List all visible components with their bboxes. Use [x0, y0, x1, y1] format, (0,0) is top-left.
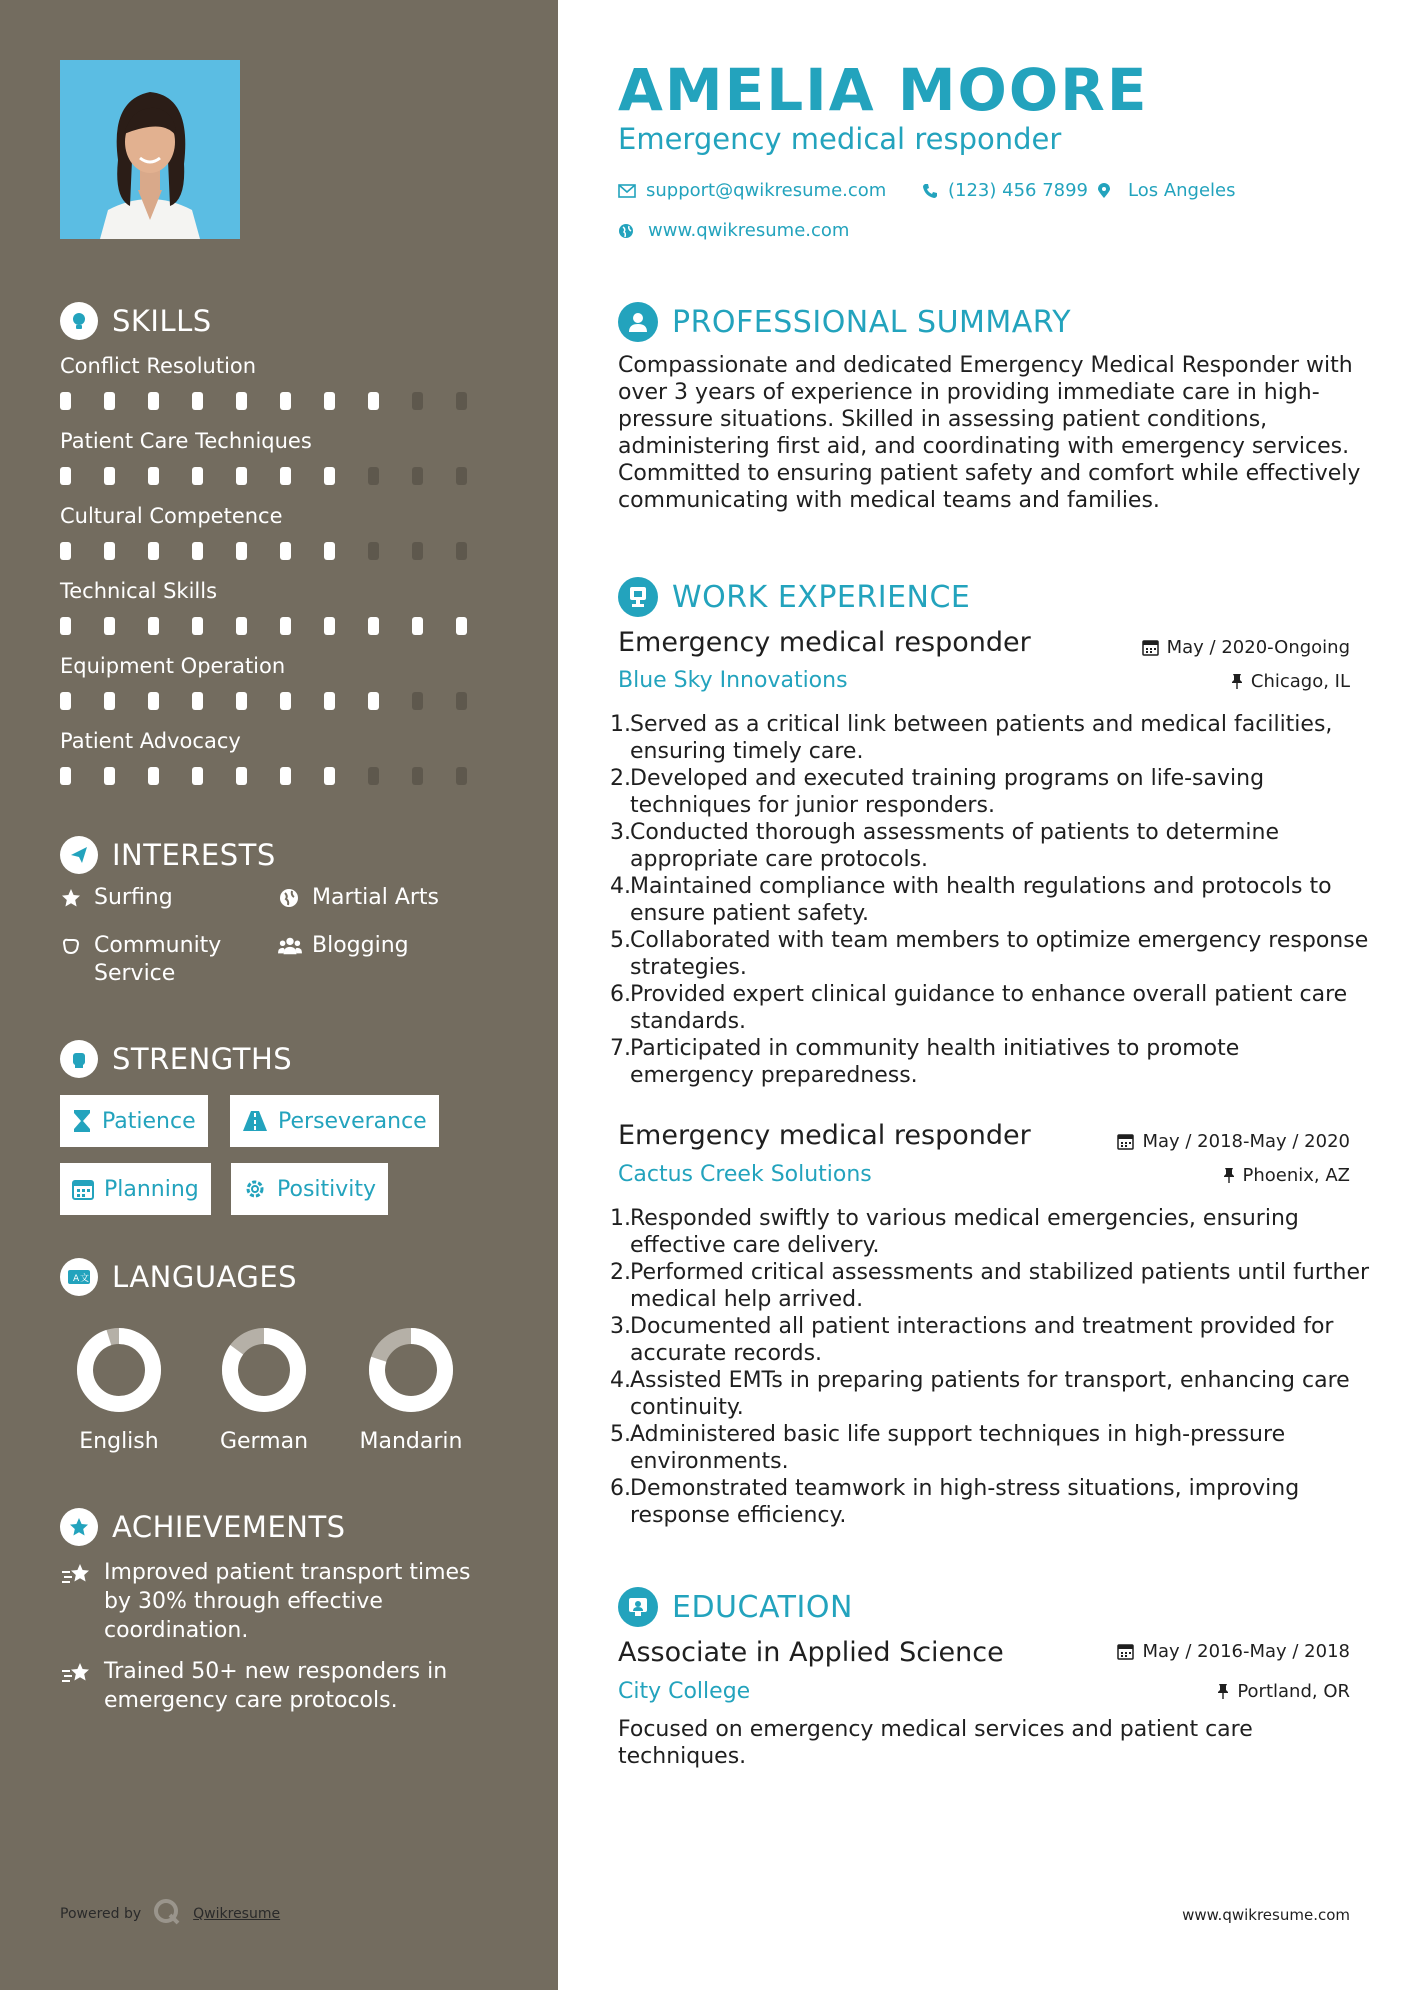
skills-heading [60, 302, 212, 340]
job-location [1231, 671, 1350, 692]
skill-dot [456, 692, 467, 710]
skill-dot [412, 617, 423, 635]
strength-label: Patience [102, 1108, 196, 1134]
list-item: 2. Performed critical assessments and stabilized patients until further medical help arrived. [610, 1260, 1370, 1312]
location-text: Los Angeles [1128, 180, 1236, 201]
skill-dot [368, 617, 379, 635]
contact-email[interactable] [618, 180, 886, 201]
job-dates-text: May / 2018-May / 2020 [1142, 1131, 1350, 1152]
website-text: www.qwikresume.com [648, 220, 850, 241]
skill-dot [412, 767, 423, 785]
education-location-text: Portland, OR [1237, 1681, 1350, 1702]
list-item: 7. Participated in community health initiatives to promote emergency preparedness. [610, 1036, 1240, 1088]
skill-dot [148, 542, 159, 560]
interests-title: INTERESTS [112, 838, 276, 872]
summary-text: Compassionate and dedicated Emergency Medical Responder with over 3 years of experience in providing immediate care in high-pressure situations. Skilled in assessing patient conditions, administering first aid, and coordinating with emergency services. Committed to ensuring patient safety and comfort while effectively communicating with medical teams and families. [618, 353, 1361, 513]
skill-item [60, 352, 500, 410]
skill-dot [192, 767, 203, 785]
school-name: City College [618, 1679, 751, 1704]
skill-dot [368, 692, 379, 710]
skill-dot [280, 392, 291, 410]
profile-photo [60, 60, 240, 239]
hand-icon [60, 932, 84, 960]
strength-tag [231, 1163, 388, 1215]
job-dates [1142, 637, 1350, 658]
skill-dot [280, 767, 291, 785]
education-dates-text: May / 2016-May / 2018 [1142, 1641, 1350, 1662]
language-level-ring [74, 1325, 164, 1415]
skill-dot [412, 692, 423, 710]
strengths-title: STRENGTHS [112, 1042, 293, 1076]
candidate-name: AMELIA MOORE [618, 56, 1149, 124]
gear-icon [243, 1177, 267, 1201]
skill-dot [456, 542, 467, 560]
svg-text:文: 文 [80, 1274, 90, 1284]
skill-dot [280, 692, 291, 710]
skill-dot [456, 467, 467, 485]
skill-dot [368, 467, 379, 485]
skill-dot [104, 617, 115, 635]
skill-dot [104, 467, 115, 485]
education-dates [1117, 1641, 1350, 1662]
user-icon [618, 302, 658, 342]
skill-dot [456, 767, 467, 785]
summary-heading [618, 302, 1071, 342]
skill-dot [368, 542, 379, 560]
language-label: Mandarin [359, 1429, 463, 1454]
skill-dot [60, 767, 71, 785]
company-name: Blue Sky Innovations [618, 668, 848, 693]
shooting-star-icon [60, 1657, 94, 1685]
list-item: 4. Maintained compliance with health regulations and protocols to ensure patient safety. [610, 874, 1332, 926]
skill-label: Patient Care Techniques [60, 429, 312, 453]
skill-dot [280, 542, 291, 560]
skill-dot [148, 692, 159, 710]
job-title: Emergency medical responder [618, 1120, 1031, 1151]
skill-dot [192, 467, 203, 485]
skill-dot [104, 542, 115, 560]
list-item: 4. Assisted EMTs in preparing patients for transport, enhancing care continuity. [610, 1368, 1350, 1420]
skill-dot [60, 467, 71, 485]
skill-dot [324, 467, 335, 485]
skill-dot [236, 467, 247, 485]
list-item: 2. Developed and executed training programs on life-saving techniques for junior responders. [610, 766, 1265, 818]
strength-label: Positivity [277, 1176, 377, 1202]
list-item: 6. Provided expert clinical guidance to enhance overall patient care standards. [610, 982, 1348, 1034]
skill-dot [324, 542, 335, 560]
list-item: 6. Demonstrated teamwork in high-stress situations, improving response efficiency. [610, 1476, 1300, 1528]
calendar-icon [1117, 1643, 1134, 1660]
company-name: Cactus Creek Solutions [618, 1162, 872, 1187]
svg-text:A: A [73, 1274, 80, 1284]
briefcase-icon [618, 577, 658, 617]
job-dates-text: May / 2020-Ongoing [1166, 637, 1350, 658]
globe-icon [618, 223, 634, 239]
list-item: 1. Served as a critical link between patients and medical facilities, ensuring timely care. [610, 712, 1333, 764]
skill-dot [104, 392, 115, 410]
achievement-item [60, 1657, 500, 1715]
skill-dot [368, 767, 379, 785]
pushpin-icon [1231, 673, 1243, 690]
fist-icon [60, 1040, 98, 1078]
list-item: 5. Administered basic life support techniques in high-pressure environments. [610, 1422, 1286, 1474]
star-icon [60, 884, 84, 912]
paper-plane-icon [60, 836, 98, 874]
main-content [558, 0, 1407, 1990]
email-text: support@qwikresume.com [646, 180, 887, 201]
skill-dot [236, 767, 247, 785]
interest-item [278, 932, 409, 960]
sidebar [0, 0, 558, 1990]
experience-heading [618, 577, 970, 617]
skill-rating [60, 467, 500, 485]
skill-dot [324, 767, 335, 785]
skill-dot [236, 692, 247, 710]
skill-dot [60, 542, 71, 560]
language-icon [60, 1258, 98, 1296]
strength-tag [230, 1095, 439, 1147]
skill-dot [280, 617, 291, 635]
skill-dot [148, 392, 159, 410]
job-location-text: Chicago, IL [1250, 671, 1350, 692]
strength-tag [60, 1095, 208, 1147]
languages-title: LANGUAGES [112, 1260, 298, 1294]
envelope-icon [618, 184, 636, 198]
skill-label: Equipment Operation [60, 654, 286, 678]
language-level-ring [366, 1325, 456, 1415]
job-location [1223, 1165, 1351, 1186]
skill-item [60, 577, 500, 635]
achievements-heading [60, 1508, 346, 1546]
trophy-star-icon [60, 1508, 98, 1546]
skill-rating [60, 692, 500, 710]
interest-item [278, 884, 439, 912]
list-item: 1. Responded swiftly to various medical emergencies, ensuring effective care delivery. [610, 1206, 1299, 1258]
skill-label: Conflict Resolution [60, 354, 257, 378]
language-level-ring [219, 1325, 309, 1415]
interest-label: Blogging [312, 933, 409, 958]
interest-label: Surfing [94, 885, 173, 910]
skill-label: Technical Skills [60, 579, 218, 603]
language-item [346, 1325, 476, 1454]
skill-item [60, 652, 500, 710]
skill-dot [456, 617, 467, 635]
skill-dot [368, 392, 379, 410]
skill-dot [280, 467, 291, 485]
strength-label: Planning [104, 1176, 199, 1202]
skill-dot [412, 467, 423, 485]
contact-location [1098, 180, 1236, 201]
contact-website[interactable] [618, 220, 849, 241]
interests-heading [60, 836, 276, 874]
skill-item [60, 427, 500, 485]
skill-dot [236, 392, 247, 410]
road-icon [242, 1110, 268, 1132]
list-item: 5. Collaborated with team members to optimize emergency response strategies. [610, 928, 1369, 980]
job-bullets [610, 711, 1370, 1089]
language-ring-fill [85, 1336, 153, 1404]
group-icon [278, 932, 302, 960]
skill-dot [412, 392, 423, 410]
skill-dot [236, 617, 247, 635]
education-location [1217, 1681, 1350, 1702]
skill-dot [104, 767, 115, 785]
skill-dot [192, 692, 203, 710]
hourglass-icon [72, 1109, 92, 1133]
skill-dot [324, 692, 335, 710]
skill-item [60, 727, 500, 785]
skill-dot [192, 542, 203, 560]
achievements-title: ACHIEVEMENTS [112, 1510, 346, 1544]
candidate-role: Emergency medical responder [618, 122, 1062, 156]
skill-dot [148, 617, 159, 635]
globe-icon [278, 884, 302, 912]
languages-heading [60, 1258, 297, 1296]
skill-dot [412, 542, 423, 560]
achievement-text: Trained 50+ new responders in emergency care protocols. [104, 1659, 448, 1713]
calendar-icon [1142, 639, 1159, 656]
qwikresume-link[interactable]: Qwikresume [193, 1906, 281, 1922]
skill-dot [324, 617, 335, 635]
education-title: EDUCATION [672, 1589, 853, 1625]
skill-dot [60, 392, 71, 410]
language-label: English [79, 1429, 159, 1454]
calendar-icon [1117, 1133, 1134, 1150]
job-location-text: Phoenix, AZ [1242, 1165, 1350, 1186]
contact-phone[interactable] [922, 180, 1088, 201]
interest-item [60, 932, 250, 988]
skill-dot [148, 467, 159, 485]
calendar-icon [72, 1178, 94, 1200]
education-text: Focused on emergency medical services and patient care techniques. [618, 1717, 1253, 1769]
pushpin-icon [1217, 1683, 1229, 1700]
skill-label: Cultural Competence [60, 504, 283, 528]
degree-title: Associate in Applied Science [618, 1637, 1004, 1668]
interest-item [60, 884, 173, 912]
lightbulb-icon [60, 302, 98, 340]
skill-dot [192, 617, 203, 635]
shooting-star-icon [60, 1558, 94, 1586]
skill-dot [104, 692, 115, 710]
phone-icon [922, 183, 938, 199]
phone-text: (123) 456 7899 [948, 180, 1089, 201]
skill-dot [456, 392, 467, 410]
achievement-item [60, 1558, 500, 1645]
skill-dot [148, 767, 159, 785]
strength-label: Perseverance [278, 1108, 427, 1134]
strengths-heading [60, 1040, 292, 1078]
skill-item [60, 502, 500, 560]
skill-rating [60, 392, 500, 410]
language-label: German [219, 1429, 309, 1454]
skill-dot [236, 542, 247, 560]
skill-label: Patient Advocacy [60, 729, 241, 753]
education-heading [618, 1587, 853, 1627]
list-item: 3. Documented all patient interactions and treatment provided for accurate records. [610, 1314, 1334, 1366]
interest-label: Community Service [94, 933, 222, 986]
interest-label: Martial Arts [312, 885, 440, 910]
skill-rating [60, 542, 500, 560]
language-item [199, 1325, 329, 1454]
skill-rating [60, 617, 500, 635]
summary-title: PROFESSIONAL SUMMARY [672, 304, 1072, 340]
skill-dot [324, 392, 335, 410]
job-title: Emergency medical responder [618, 627, 1031, 658]
experience-title: WORK EXPERIENCE [672, 579, 971, 615]
graduation-icon [618, 1587, 658, 1627]
skill-dot [60, 692, 71, 710]
language-item [54, 1325, 184, 1454]
job-bullets [610, 1205, 1370, 1529]
powered-by [60, 1898, 280, 1930]
footer-url[interactable]: www.qwikresume.com [1182, 1906, 1350, 1924]
qwikresume-logo-icon [153, 1898, 181, 1930]
strength-tag [60, 1163, 211, 1215]
powered-by-label: Powered by [60, 1906, 142, 1922]
skill-dot [60, 617, 71, 635]
map-pin-icon [1098, 183, 1110, 199]
list-item: 3. Conducted thorough assessments of patients to determine appropriate care protocols. [610, 820, 1279, 872]
skill-dot [192, 392, 203, 410]
job-dates [1117, 1131, 1350, 1152]
skills-title: SKILLS [112, 304, 212, 338]
skill-rating [60, 767, 500, 785]
pushpin-icon [1223, 1167, 1235, 1184]
achievement-text: Improved patient transport times by 30% through effective coordination. [104, 1560, 471, 1643]
